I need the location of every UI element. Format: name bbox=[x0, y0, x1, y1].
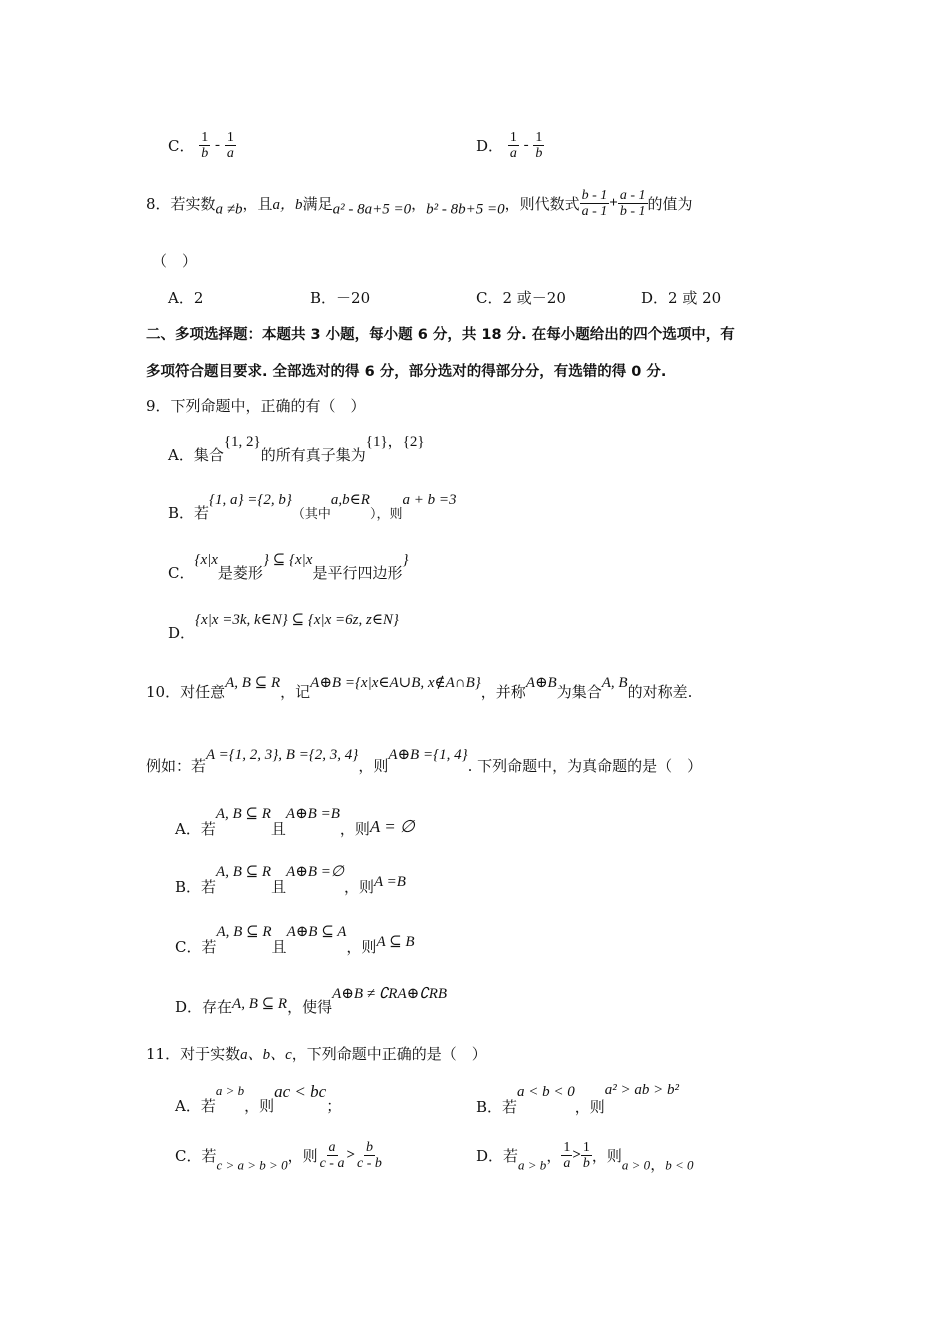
fraction: $\frac{a - 1}{b - 1}$ bbox=[619, 188, 646, 219]
section-heading-line2: 多项符合题目要求. 全部选对的得 6 分，部分选对的得部分分，有选错的得 0 分. bbox=[146, 364, 667, 380]
q10-option-d: D．存在A, B ⊆ R，使得A⊕B ≠ ∁RA⊕∁RB bbox=[175, 986, 448, 1016]
q9-option-d: D．{x|x =3k, k∈N} ⊆ {x|x =6z, z∈N} bbox=[168, 612, 399, 642]
q8-answer-paren: （ ） bbox=[152, 252, 198, 270]
q11-option-a: A．若a > b，则ac < bc； bbox=[175, 1082, 342, 1115]
q8-option-b: B．－20 bbox=[310, 289, 371, 307]
section-heading-line1: 二、多项选择题：本题共 3 小题，每小题 6 分，共 18 分. 在每小题给出的四个选项中，有 bbox=[146, 327, 735, 343]
fraction: $\frac{1}{a}$ bbox=[509, 130, 517, 161]
q10-option-b: B．若A, B ⊆ R且A⊕B =∅，则A =B bbox=[175, 864, 406, 896]
q8-option-c: C．2 或－20 bbox=[476, 289, 566, 307]
fraction: $\frac{1}{b}$ bbox=[201, 130, 209, 161]
q10-stem: 10．对任意A, B ⊆ R，记A⊕B ={x|x∈A∪B, x∉A∩B}，并称A⊕B为集合A, B的对称差. bbox=[146, 675, 693, 701]
q10-example: 例如：若A ={1, 2, 3}, B ={2, 3, 4}，则A⊕B ={1, 4}. 下列命题中，为真命题的是（ ） bbox=[146, 747, 703, 775]
fraction: $\frac{b}{c - b}$ bbox=[357, 1140, 382, 1171]
q11-option-d: D．若a > b， $\frac{1}{a}$ > $\frac{1}{b}$ ，则a > 0，b < 0 bbox=[476, 1140, 694, 1174]
q8-stem: 8．若实数a ≠b，且a，b满足a² - 8a+5 =0，b² - 8b+5 =0，则代数式 $\frac{b - 1}{a - 1}$ + $\frac{a - 1}{b - 1}$ 的值为 bbox=[146, 188, 693, 219]
fraction: $\frac{1}{b}$ bbox=[582, 1140, 590, 1171]
option-label: D． bbox=[476, 137, 504, 155]
q9-option-c: C．{x|x是菱形} ⊆ {x|x是平行四边形} bbox=[168, 552, 409, 582]
q8-option-a: A．2 bbox=[168, 289, 204, 307]
q11-stem: 11．对于实数a、b、c，下列命题中正确的是（ ） bbox=[146, 1045, 487, 1063]
q7-option-c: C． $\frac{1}{b}$ - $\frac{1}{a}$ bbox=[168, 130, 234, 161]
q11-option-b: B．若a < b < 0，则a² > ab > b² bbox=[476, 1082, 680, 1116]
fraction: $\frac{1}{a}$ bbox=[563, 1140, 571, 1171]
q8-option-d: D．2 或 20 bbox=[641, 289, 722, 307]
q11-option-c: C．若c > a > b > 0，则 $\frac{a}{c - a}$ > $\frac{b}{c - b}$ bbox=[175, 1140, 382, 1173]
fraction: $\frac{1}{a}$ bbox=[226, 130, 234, 161]
fraction: $\frac{a}{c - a}$ bbox=[319, 1140, 345, 1171]
fraction: $\frac{1}{b}$ bbox=[535, 130, 543, 161]
q7-option-d: D． $\frac{1}{a}$ - $\frac{1}{b}$ bbox=[476, 130, 543, 161]
option-label: C． bbox=[168, 137, 195, 155]
q9-stem: 9．下列命题中，正确的有（ ） bbox=[146, 397, 366, 415]
q9-option-a: A．集合{1, 2}的所有真子集为{1}，{2} bbox=[168, 432, 425, 464]
q10-option-a: A．若A, B ⊆ R且A⊕B =B，则A = ∅ bbox=[175, 806, 415, 838]
q9-option-b: B．若{1, a} ={2, b}（其中a,b∈R），则a + b =3 bbox=[168, 492, 457, 522]
q10-option-c: C．若A, B ⊆ R且A⊕B ⊆ A，则A ⊆ B bbox=[175, 924, 415, 956]
fraction: $\frac{b - 1}{a - 1}$ bbox=[581, 188, 608, 219]
